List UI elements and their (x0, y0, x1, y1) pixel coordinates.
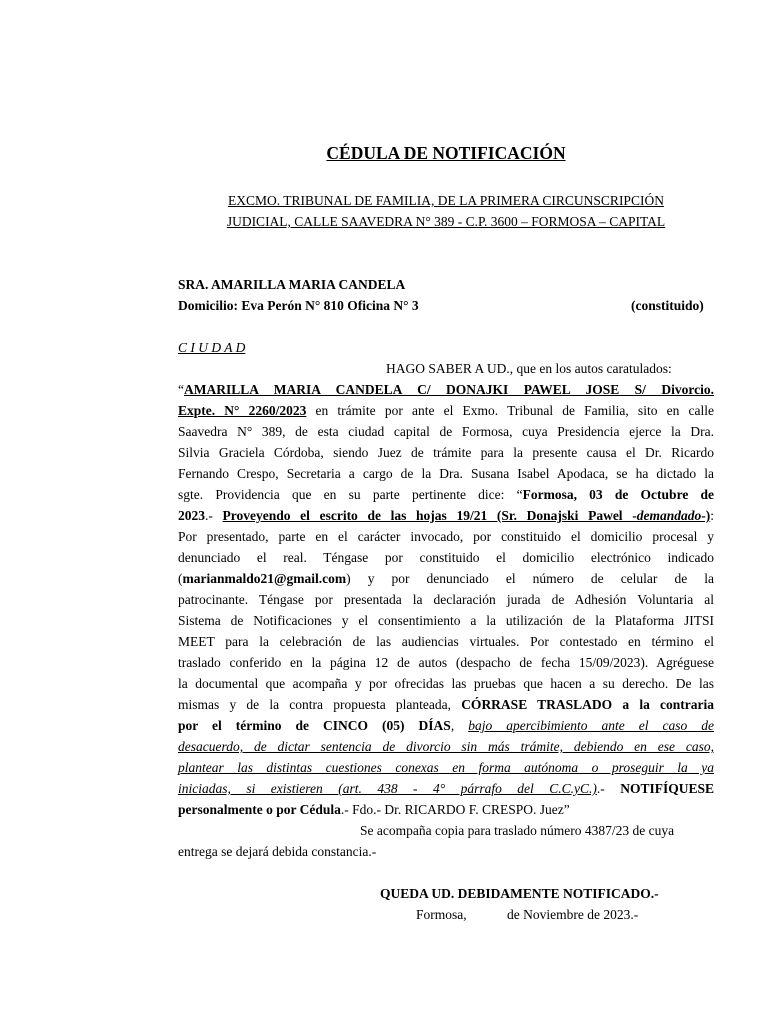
closing-date: de Noviembre de 2023.- (507, 907, 639, 922)
body-line: la documental que acompaña y por ofrecidas las pruebas que hacen a su derecho. De las (178, 676, 714, 691)
body-line: por el término de CINCO (05) DÍAS, bajo apercibimiento ante el caso de (178, 718, 714, 733)
body-line: Saavedra N° 389, de esta ciudad capital de Formosa, cuya Presidencia ejerce la Dra. (178, 424, 714, 439)
body-line: sgte. Providencia que en su parte pertinente dice: “Formosa, 03 de Octubre de (178, 487, 715, 502)
body-line: patrocinante. Téngase por presentada la declaración jurada de Adhesión Voluntaria al (178, 592, 714, 607)
body-line: Fernando Crespo, Secretaria a cargo de la Dra. Susana Isabel Apodaca, se ha dictado la (178, 466, 714, 481)
body-line: mismas y de la contra propuesta planteada, CÓRRASE TRASLADO a la contraria (178, 697, 714, 712)
court-header-line-2: JUDICIAL, CALLE SAAVEDRA N° 389 - C.P. 3600 – FORMOSA – CAPITAL (226, 214, 666, 229)
body-line: personalmente o por Cédula.- Fdo.- Dr. RICARDO F. CRESPO. Juez” (178, 802, 570, 817)
address-type: (constituido) (631, 298, 704, 313)
body-line: Expte. N° 2260/2023 en trámite por ante el Exmo. Tribunal de Familia, sito en calle (178, 403, 714, 418)
body-line: Sistema de Notificaciones y el consentimiento a la utilización de la Plataforma JITSI (178, 613, 714, 628)
email-address: marianmaldo21@gmail.com (182, 571, 347, 586)
copy-note-line-2: entrega se dejará debida constancia.- (178, 844, 377, 859)
notified-statement: QUEDA UD. DEBIDAMENTE NOTIFICADO.- (380, 886, 659, 901)
body-line: iniciadas, si existieren (art. 438 - 4° párrafo del C.C.yC.).- NOTIFÍQUESE (178, 781, 715, 796)
copy-note-line-1: Se acompaña copia para traslado número 4387/23 de cuya (360, 823, 675, 838)
resolution-date: Formosa, 03 de Octubre de (522, 487, 715, 502)
court-header-line-1: EXCMO. TRIBUNAL DE FAMILIA, DE LA PRIMERA CIRCUNSCRIPCIÓN (228, 193, 664, 208)
case-number: Expte. N° 2260/2023 (178, 403, 307, 418)
body-line: Por presentado, parte en el carácter invocado, por constituido el domicilio procesal y (178, 529, 714, 544)
body-line: desacuerdo, de dictar sentencia de divorcio sin más trámite, debiendo en ese caso, (178, 739, 714, 754)
city-label: C I U D A D (178, 340, 246, 355)
body-intro: HAGO SABER A UD., que en los autos caratulados: (386, 361, 672, 376)
body-line: traslado conferido en la página 12 de autos (despacho de fecha 15/09/2023). Agréguese (178, 655, 714, 670)
body-line: Silvia Graciela Córdoba, siendo Juez de trámite para la presente causa el Dr. Ricardo (178, 445, 714, 460)
body-line: 2023.- Proveyendo el escrito de las hojas 19/21 (Sr. Donajski Pawel -demandado-): (178, 508, 714, 523)
body-line: plantear las distintas cuestiones conexas en forma autónoma o proseguir la ya (178, 760, 714, 775)
body-line: denunciado el real. Téngase por constituido el domicilio electrónico indicado (178, 550, 714, 565)
document-title: CÉDULA DE NOTIFICACIÓN (326, 143, 566, 163)
body-line: (marianmaldo21@gmail.com) y por denunciado el número de celular de la (178, 571, 714, 586)
case-title: AMARILLA MARIA CANDELA C/ DONAJKI PAWEL JOSE S/ Divorcio. (184, 382, 714, 397)
recipient-address: Domicilio: Eva Perón N° 810 Oficina N° 3 (178, 298, 419, 313)
body-line: “AMARILLA MARIA CANDELA C/ DONAJKI PAWEL JOSE S/ Divorcio. (178, 382, 714, 397)
body-line: MEET para la celebración de las audiencias virtuales. Por contestado en término el (178, 634, 714, 649)
recipient-name: SRA. AMARILLA MARIA CANDELA (178, 277, 406, 292)
closing-place: Formosa, (416, 907, 467, 922)
